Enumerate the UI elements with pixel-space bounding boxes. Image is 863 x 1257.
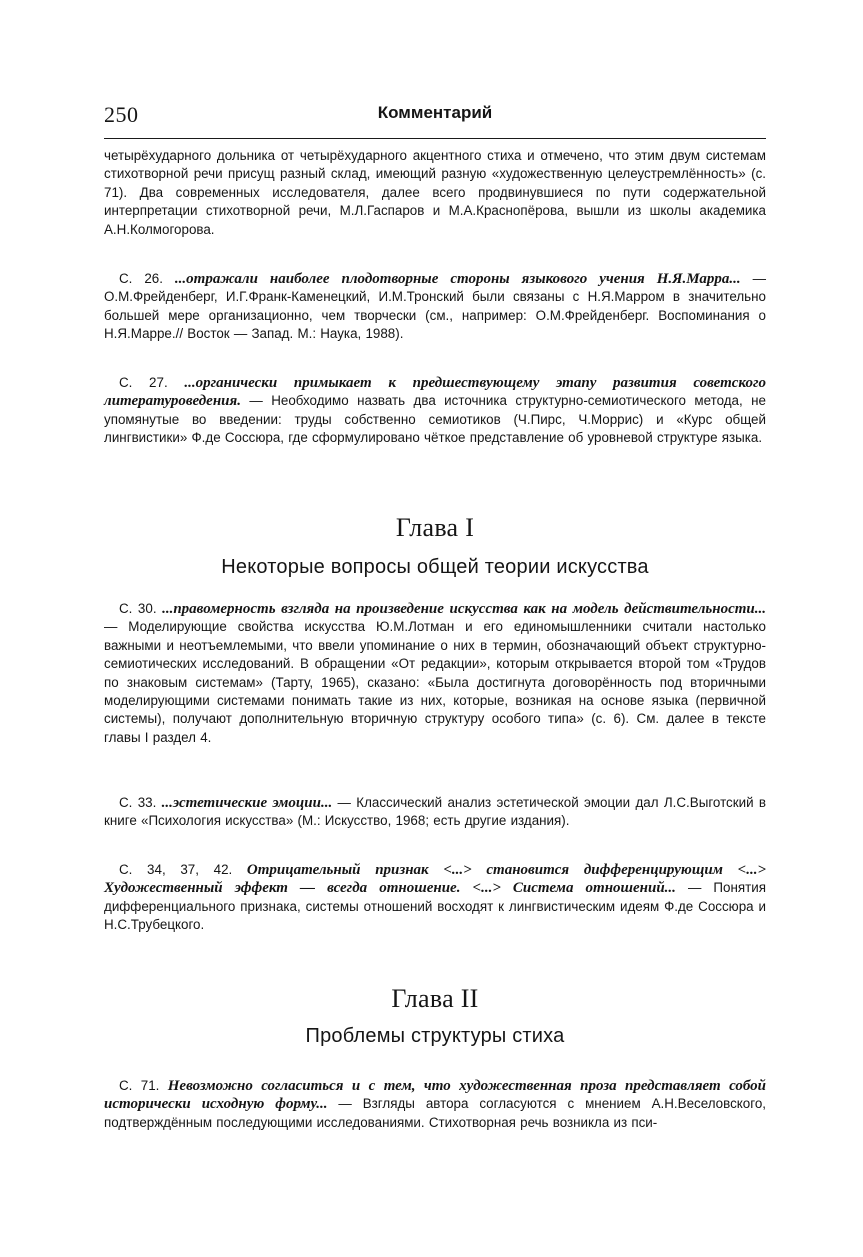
note-p30: [104, 600, 766, 747]
note-p27: [104, 374, 766, 448]
note-ref: С. 30.: [119, 601, 163, 616]
note-lemma: ...органически примыкает к предшествующему этапу развития советского литературоведения.: [104, 375, 767, 410]
note-p71: [104, 1077, 766, 1132]
note-ref: С. 71.: [119, 1078, 168, 1093]
note-p34: [104, 861, 766, 935]
note-p26: [104, 270, 766, 344]
chapter-subtitle: Некоторые вопросы общей теории искусства: [221, 556, 649, 578]
note-text: — Понятия дифференциального признака, системы отношений восходят к лингвистическим идеям Ф.де Соссюра и Н.С.Трубецкого.: [104, 880, 766, 933]
note-text: — Взгляды автора согласуются с мнением А.Н.Веселовского, подтверждённым последующими исследованиями. Стихотворная речь возникла из пси-: [104, 1096, 766, 1130]
note-text: — О.М.Фрейденберг, И.Г.Франк-Каменецкий, И.М.Тронский были связаны с Н.Я.Марром в значительно большей мере организационно, чем творчески (см., например: О.М.Фрейденберг. Воспоминания о Н.Я.Марре.// Восток — Запад. М.: Наука, 1988).: [104, 271, 766, 342]
page-number: 250: [104, 102, 139, 127]
note-p33: [104, 794, 766, 831]
note-ref: С. 27.: [119, 375, 185, 390]
note-lemma: Невозможно согласиться и с тем, что художественная проза представляет собой исторически исходную форму...: [104, 1078, 766, 1113]
paragraph-text: четырёхударного дольника от четырёхударного акцентного стиха и отмечено, что этим двум системам стихотворной речи присущ разный склад, имеющий разную «художественную целеустремлённость» (с. 71). Два современных исследователя, далее всего продвинувшиеся по пути содержательной интерпретации стихотворной речи, М.Л.Гаспаров и М.А.Краснопёрова, вышли из школы академика А.Н.Колмогорова.: [104, 148, 766, 237]
note-ref: С. 26.: [119, 271, 175, 286]
paragraph-continued: [104, 147, 766, 239]
page-header: [104, 102, 766, 132]
chapter-subtitle: Проблемы структуры стиха: [305, 1025, 565, 1047]
note-text: — Классический анализ эстетической эмоции дал Л.С.Выготский в книге «Психология искусства» (М.: Искусство, 1968; есть другие издания).: [104, 795, 767, 829]
note-lemma: ...эстетические эмоции...: [161, 795, 333, 811]
note-ref: С. 34, 37, 42.: [119, 862, 247, 877]
note-text: — Необходимо назвать два источника структурно-семиотического метода, не упомянутые во введении: труды собственно семиотиков (Ч.Пирс, Ч.Моррис) и «Курс общей лингвистики» Ф.де Соссюра, где сформулировано чёткое представление об уровневой структуре языка.: [104, 393, 766, 446]
note-lemma: ...правомерность взгляда на произведение искусства как на модель действительности...: [162, 601, 766, 617]
note-lemma: ...отражали наиболее плодотворные стороны языкового учения Н.Я.Марра...: [174, 271, 741, 287]
note-text: — Моделирующие свойства искусства Ю.М.Лотман и его единомышленники считали настолько важными и неотъемлемыми, что ввели упоминание о них в термин, обозначающий объект структурно-семиотических исследований. В обращении «От редакции», которым открывается второй том «Трудов по знаковым системам» (Тарту, 1965), сказано: «Была достигнута договорённость под вторичными моделирующими системами понимать такие из них, которые, возникая на основе языка (первичной системы), получают дополнительную вторичную структуру особого типа» (с. 6). См. далее в тексте главы I раздел 4.: [104, 619, 766, 745]
header-rule: [104, 138, 766, 139]
chapter-title: Глава II: [391, 984, 479, 1013]
note-ref: С. 33.: [119, 795, 162, 810]
running-head: Комментарий: [377, 103, 493, 122]
note-lemma: Отрицательный признак <...> становится дифференцирующим <...> Художественный эффект — всегда отношение. <...> Система отношений...: [104, 862, 766, 897]
chapter-title: Глава I: [395, 513, 475, 542]
